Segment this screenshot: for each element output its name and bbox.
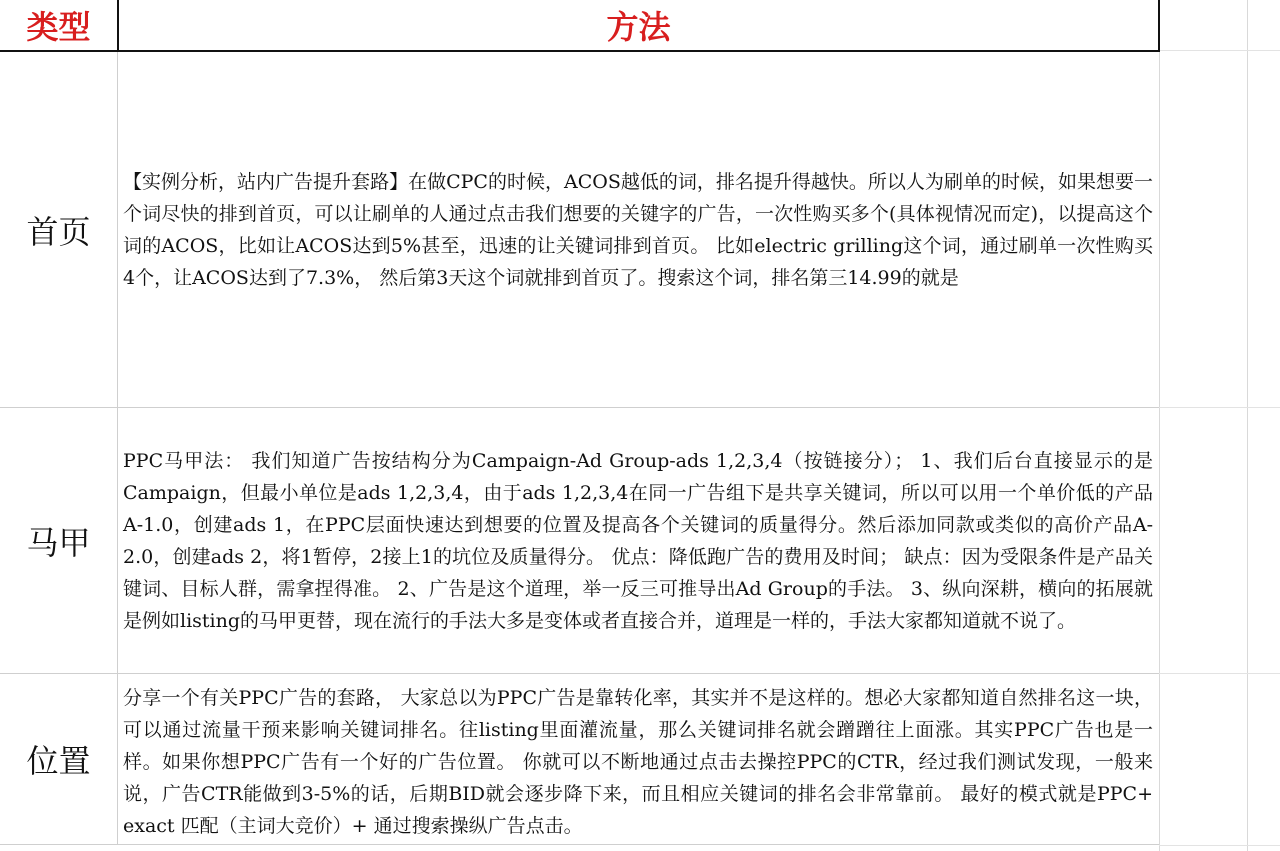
row-type-cell[interactable]: 马甲 xyxy=(0,408,118,673)
row-type-cell[interactable]: 首页 xyxy=(0,52,118,407)
row-method-cell[interactable] xyxy=(118,408,1159,673)
table-row-vest xyxy=(0,408,1159,674)
row-method-cell[interactable] xyxy=(118,674,1159,844)
row-method-cell[interactable] xyxy=(118,52,1159,407)
table-row-position xyxy=(0,674,1159,845)
header-type[interactable]: 类型 xyxy=(0,0,119,52)
table-row-homepage xyxy=(0,52,1159,408)
method-text: 分享一个有关PPC广告的套路， 大家总以为PPC广告是靠转化率，其实并不是这样的。想必大家都知道自然排名这一块，可以通过流量干预来影响关键词排名。往listing里面灌流量，那么关键词排名就会蹭蹭往上面涨。其实PPC广告也是一样。如果你想PPC广告有一个好的广告位置。 你就可以不断地通过点击去操控PPC的CTR，经过我们测试发现，一般来说，广告CTR能做到3-5%的话，后期BID就会逐步降下来，而且相应关键词的排名会非常靠前。 最好的模式就是PPC+ exact 匹配（主词大竞价）+ 通过搜索操纵广告点击。 xyxy=(123,687,1153,837)
method-text: PPC马甲法： 我们知道广告按结构分为Campaign-Ad Group-ads 1,2,3,4（按链接分）； 1、我们后台直接显示的是Campaign，但最小单位是ads 1,2,3,4，由于ads 1,2,3,4在同一广告组下是共享关键词，所以可以用一个单价低的产品A-1.0，创建ads 1，在PPC层面快速达到想要的位置及提高各个关键词的质量得分。然后添加同款或类似的高价产品A-2.0，创建ads 2，将1暂停，2接上1的坑位及质量得分。 优点：降低跑广告的费用及时间； 缺点：因为受限条件是产品关键词、目标人群，需拿捏得准。 2、广告是这个道理，举一反三可推导出Ad Group的手法。 3、纵向深耕，横向的拓展就是例如listing的马甲更替，现在流行的手法大多是变体或者直接合并，道理是一样的，手法大家都知道就不说了。 xyxy=(123,449,1153,632)
method-text: 【实例分析，站内广告提升套路】在做CPC的时候，ACOS越低的词，排名提升得越快。所以人为刷单的时候，如果想要一个词尽快的排到首页，可以让刷单的人通过点击我们想要的关键字的广告，一次性购买多个(具体视情况而定)，以提高这个词的ACOS，比如让ACOS达到5%甚至，迅速的让关键词排到首页。 比如electric grilling这个词，通过刷单一次性购买4个，让ACOS达到了7.3%， 然后第3天这个词就排到首页了。搜索这个词，排名第三14.99的就是 xyxy=(123,170,1153,289)
row-type-cell[interactable]: 位置 xyxy=(0,674,118,844)
header-method[interactable]: 方法 xyxy=(119,0,1160,52)
